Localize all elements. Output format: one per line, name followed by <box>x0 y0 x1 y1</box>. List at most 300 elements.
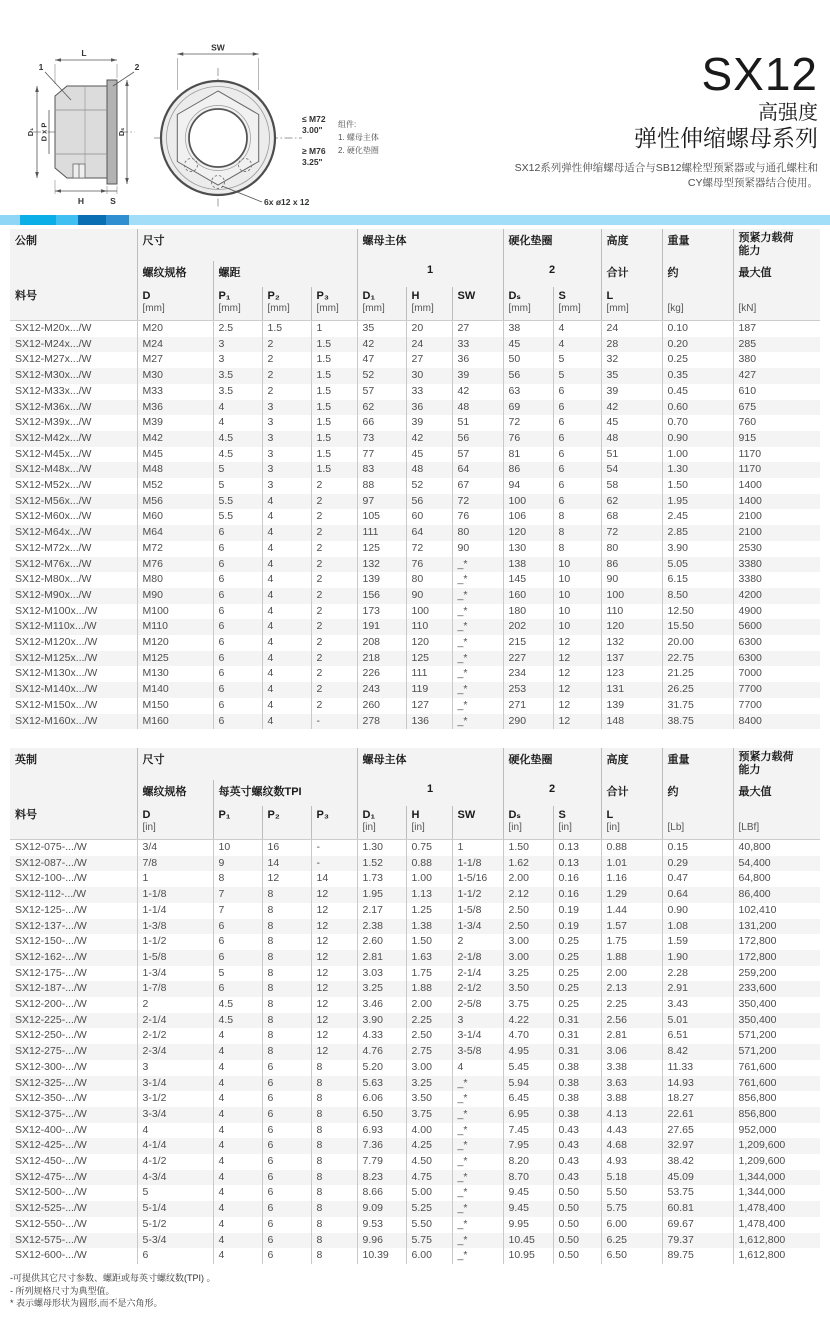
value-cell: _* <box>452 619 503 635</box>
value-cell: 32 <box>601 352 662 368</box>
value-cell: 856,800 <box>738 1107 777 1120</box>
value-cell: 0.38 <box>553 1060 601 1076</box>
value-cell: 39 <box>452 368 503 384</box>
value-cell: 111 <box>406 666 452 682</box>
dim-label-SW: SW <box>211 42 225 53</box>
value-cell: 1.5 <box>311 431 357 447</box>
value-cell: 4.22 <box>503 1013 553 1029</box>
value-cell: 9.96 <box>357 1233 406 1249</box>
value-cell: 6 <box>213 950 262 966</box>
value-cell: 6.00 <box>406 1248 452 1264</box>
part-number-cell: SX12-500-.../W <box>10 1185 137 1201</box>
value-cell: 226 <box>357 666 406 682</box>
value-cell: 5.20 <box>357 1060 406 1076</box>
value-cell: 1.13 <box>406 887 452 903</box>
value-cell: 3.03 <box>357 966 406 982</box>
description-line-2: CY螺母型预紧器结合使用。 <box>687 177 818 189</box>
value-cell: 2-1/8 <box>452 950 503 966</box>
value-cell: 9 <box>213 856 262 872</box>
value-cell: 8 <box>262 919 311 935</box>
part-number-cell: SX12-150-.../W <box>10 934 137 950</box>
nut-body-group-header: 螺母主体 <box>357 229 503 261</box>
imperial-table <box>10 748 820 1264</box>
part-number-cell: SX12-M39x.../W <box>10 415 137 431</box>
value-cell: 0.15 <box>662 840 733 856</box>
value-cell: 0.43 <box>553 1170 601 1186</box>
value-cell: 6 <box>262 1107 311 1123</box>
value-cell: _* <box>452 1185 503 1201</box>
legend-item-1: 1. 螺母主体 <box>338 133 379 142</box>
value-cell: _* <box>452 1123 503 1139</box>
approx-header: 约 <box>662 780 733 806</box>
value-cell: 6 <box>213 919 262 935</box>
value-cell: 18.27 <box>662 1091 733 1107</box>
value-cell: 285 <box>738 337 757 350</box>
table-row <box>10 572 820 588</box>
part-number-cell: SX12-125-.../W <box>10 903 137 919</box>
part-number-cell: SX12-275-.../W <box>10 1044 137 1060</box>
group-header-row <box>10 229 820 261</box>
value-cell: 172,800 <box>738 950 777 963</box>
value-cell: 64 <box>406 525 452 541</box>
part-number-cell: SX12-M130x.../W <box>10 666 137 682</box>
value-cell: 0.16 <box>553 871 601 887</box>
value-cell: 0.31 <box>553 1028 601 1044</box>
value-cell: 3.75 <box>503 997 553 1013</box>
value-cell: 4 <box>262 572 311 588</box>
value-cell: 8.42 <box>662 1044 733 1060</box>
value-cell: 12 <box>553 666 601 682</box>
value-cell: 119 <box>406 682 452 698</box>
value-cell: 0.50 <box>553 1233 601 1249</box>
accent-bar-segment <box>20 215 56 225</box>
max-header: 最大值 <box>733 261 820 287</box>
value-cell: 1.08 <box>662 919 733 935</box>
value-cell: 10 <box>553 588 601 604</box>
value-cell: 1.88 <box>601 950 662 966</box>
value-cell: 4 <box>213 1170 262 1186</box>
value-cell: - <box>311 840 357 856</box>
value-cell: 2 <box>311 509 357 525</box>
value-cell: 0.75 <box>406 840 452 856</box>
value-cell: 123 <box>601 666 662 682</box>
thread-max-inch-label: 3.00" <box>302 125 323 135</box>
value-cell: 130 <box>503 541 553 557</box>
value-cell: 0.43 <box>553 1154 601 1170</box>
value-cell: 32.97 <box>662 1138 733 1154</box>
value-cell: 5 <box>213 478 262 494</box>
value-cell: 0.70 <box>662 415 733 431</box>
value-cell: 8 <box>311 1185 357 1201</box>
value-cell: 4 <box>213 1248 262 1264</box>
value-cell: 0.43 <box>553 1123 601 1139</box>
value-cell: 4 <box>213 1060 262 1076</box>
value-cell: 88 <box>357 478 406 494</box>
value-cell: 8 <box>262 887 311 903</box>
value-cell: 8 <box>311 1076 357 1092</box>
value-cell: - <box>311 856 357 872</box>
value-cell: 4.93 <box>601 1154 662 1170</box>
washer-number-header: 2 <box>503 780 601 806</box>
part-number-cell: SX12-450-.../W <box>10 1154 137 1170</box>
value-cell: 6 <box>213 541 262 557</box>
table-row <box>10 509 820 525</box>
column-header: L [mm] <box>601 287 662 321</box>
value-cell: 8.70 <box>503 1170 553 1186</box>
value-cell: 8 <box>262 903 311 919</box>
part-number-cell: SX12-575-.../W <box>10 1233 137 1249</box>
dim-label-S: S <box>110 196 116 206</box>
value-cell: 4-1/2 <box>137 1154 213 1170</box>
value-cell: 54 <box>601 462 662 478</box>
part-number-cell: SX12-475-.../W <box>10 1170 137 1186</box>
value-cell: 10 <box>553 604 601 620</box>
value-cell: 3-1/2 <box>137 1091 213 1107</box>
value-cell: 72 <box>601 525 662 541</box>
value-cell: _* <box>452 604 503 620</box>
part-number-cell: SX12-M36x.../W <box>10 400 137 416</box>
value-cell: 42 <box>406 431 452 447</box>
value-cell: 5.63 <box>357 1076 406 1092</box>
table-row <box>10 997 820 1013</box>
value-cell: 58 <box>601 478 662 494</box>
value-cell: 0.47 <box>662 871 733 887</box>
value-cell: 4.95 <box>503 1044 553 1060</box>
value-cell: 4 <box>262 525 311 541</box>
table-row <box>10 557 820 573</box>
value-cell: 2.17 <box>357 903 406 919</box>
value-cell: 36 <box>406 400 452 416</box>
value-cell: 1 <box>137 871 213 887</box>
value-cell: 106 <box>503 509 553 525</box>
value-cell: 4 <box>213 1028 262 1044</box>
value-cell: 80 <box>406 572 452 588</box>
weight-group-header: 重量 <box>662 229 733 261</box>
value-cell: 1.5 <box>311 447 357 463</box>
components-legend <box>338 118 379 157</box>
value-cell: 12 <box>262 871 311 887</box>
value-cell: M64 <box>137 525 213 541</box>
value-cell: 5 <box>137 1185 213 1201</box>
part-number-cell: SX12-187-.../W <box>10 981 137 997</box>
value-cell: _* <box>452 651 503 667</box>
value-cell: 27 <box>406 352 452 368</box>
value-cell: 8 <box>311 1248 357 1264</box>
value-cell: 90 <box>406 588 452 604</box>
table-row <box>10 903 820 919</box>
column-header: P₂ <box>262 806 311 840</box>
part-number-cell: SX12-M45x.../W <box>10 447 137 463</box>
value-cell: 9.45 <box>503 1185 553 1201</box>
value-cell: 0.25 <box>662 352 733 368</box>
value-cell: 3.90 <box>662 541 733 557</box>
value-cell: _* <box>452 572 503 588</box>
value-cell: 180 <box>503 604 553 620</box>
value-cell: 4 <box>452 1060 503 1076</box>
value-cell: 1.5 <box>311 415 357 431</box>
page-description <box>515 161 818 191</box>
value-cell: 5.94 <box>503 1076 553 1092</box>
value-cell: 6 <box>262 1154 311 1170</box>
value-cell: 6 <box>213 682 262 698</box>
nut-number-header: 1 <box>357 261 503 287</box>
value-cell: 1-3/8 <box>137 919 213 935</box>
part-number-cell: SX12-M125x.../W <box>10 651 137 667</box>
value-cell: 2 <box>262 368 311 384</box>
pitch-header: 每英寸螺纹数TPI <box>213 780 357 806</box>
part-number-cell: SX12-M110x.../W <box>10 619 137 635</box>
value-cell: M52 <box>137 478 213 494</box>
value-cell: 12 <box>553 635 601 651</box>
value-cell: 12 <box>311 934 357 950</box>
part-number-cell: SX12-M30x.../W <box>10 368 137 384</box>
value-cell: 227 <box>503 651 553 667</box>
value-cell: 3/4 <box>137 840 213 856</box>
value-cell: 81 <box>503 447 553 463</box>
value-cell: 22.61 <box>662 1107 733 1123</box>
value-cell: 6.95 <box>503 1107 553 1123</box>
value-cell: 50 <box>503 352 553 368</box>
value-cell: 5-3/4 <box>137 1233 213 1249</box>
value-cell: 4 <box>213 1044 262 1060</box>
value-cell: 1400 <box>738 479 762 492</box>
table-row <box>10 352 820 368</box>
value-cell: 0.60 <box>662 400 733 416</box>
table-row <box>10 714 820 730</box>
value-cell: _* <box>452 682 503 698</box>
value-cell: 0.16 <box>553 887 601 903</box>
value-cell: M76 <box>137 557 213 573</box>
value-cell: 68 <box>601 509 662 525</box>
value-cell: 5.50 <box>601 1185 662 1201</box>
column-header: H [in] <box>406 806 452 840</box>
part-number-cell: SX12-175-.../W <box>10 966 137 982</box>
value-cell: 1.5 <box>311 384 357 400</box>
value-cell: 8 <box>311 1154 357 1170</box>
footnote: -可提供其它尺寸参数、螺距或每英寸螺纹数(TPI) 。 <box>10 1273 216 1283</box>
value-cell: 6300 <box>738 651 762 664</box>
value-cell: 8 <box>262 1028 311 1044</box>
value-cell: 45.09 <box>662 1170 733 1186</box>
value-cell: 6 <box>262 1201 311 1217</box>
value-cell: 1.59 <box>662 934 733 950</box>
value-cell: _* <box>452 1107 503 1123</box>
value-cell: 5 <box>553 352 601 368</box>
dim-label-H: H <box>77 196 85 206</box>
value-cell: 5.05 <box>662 557 733 573</box>
value-cell: 856,800 <box>738 1092 777 1105</box>
footnote: * 表示螺母形状为圆形,而不是六角形。 <box>10 1298 163 1308</box>
value-cell: - <box>311 714 357 730</box>
value-cell: 8 <box>553 509 601 525</box>
value-cell: 2.38 <box>357 919 406 935</box>
table-row <box>10 856 820 872</box>
value-cell: 5.50 <box>406 1217 452 1233</box>
value-cell: 38.42 <box>662 1154 733 1170</box>
value-cell: 14.93 <box>662 1076 733 1092</box>
value-cell: 1,209,600 <box>738 1155 786 1168</box>
value-cell: 0.25 <box>553 966 601 982</box>
part-number-cell: SX12-M100x.../W <box>10 604 137 620</box>
page-subtitle-1: 高强度 <box>758 102 818 124</box>
value-cell: 45 <box>601 415 662 431</box>
value-cell: 12 <box>311 981 357 997</box>
value-cell: 62 <box>357 400 406 416</box>
value-cell: 1-5/8 <box>452 903 503 919</box>
part-number-cell: SX12-525-.../W <box>10 1201 137 1217</box>
value-cell: 97 <box>357 494 406 510</box>
value-cell: 139 <box>357 572 406 588</box>
value-cell: 0.19 <box>553 903 601 919</box>
accent-bar-segment <box>56 215 78 225</box>
value-cell: 4 <box>262 588 311 604</box>
value-cell: 4 <box>213 400 262 416</box>
value-cell: 5-1/2 <box>137 1217 213 1233</box>
part-number-cell: SX12-112-.../W <box>10 887 137 903</box>
value-cell: 12 <box>553 698 601 714</box>
value-cell: 4 <box>213 1233 262 1249</box>
value-cell: 215 <box>503 635 553 651</box>
value-cell: 67 <box>452 478 503 494</box>
value-cell: 12 <box>311 1044 357 1060</box>
value-cell: 4.00 <box>406 1123 452 1139</box>
table-row <box>10 1138 820 1154</box>
value-cell: 6.45 <box>503 1091 553 1107</box>
value-cell: 86 <box>503 462 553 478</box>
value-cell: 1-1/4 <box>137 903 213 919</box>
part-number-cell: SX12-M48x.../W <box>10 462 137 478</box>
dim-label-Ds: Dₛ <box>117 127 126 137</box>
value-cell: 8 <box>311 1217 357 1233</box>
value-cell: 3380 <box>738 557 762 570</box>
value-cell: 208 <box>357 635 406 651</box>
value-cell: 3.90 <box>357 1013 406 1029</box>
column-header: SW <box>452 287 503 321</box>
value-cell: 8 <box>311 1060 357 1076</box>
height-group-header: 高度 <box>601 748 662 780</box>
value-cell: 20.00 <box>662 635 733 651</box>
value-cell: 10 <box>213 840 262 856</box>
value-cell: 51 <box>601 447 662 463</box>
value-cell: 6 <box>262 1217 311 1233</box>
blank-header <box>10 780 137 806</box>
column-header: Dₛ [mm] <box>503 287 553 321</box>
value-cell: 0.35 <box>662 368 733 384</box>
part-number-cell: SX12-300-.../W <box>10 1060 137 1076</box>
value-cell: 2 <box>311 604 357 620</box>
value-cell: 6 <box>553 400 601 416</box>
value-cell: 1.29 <box>601 887 662 903</box>
value-cell: 3.00 <box>503 950 553 966</box>
accent-bar-segment <box>78 215 106 225</box>
value-cell: 1,478,400 <box>738 1217 786 1230</box>
value-cell: 234 <box>503 666 553 682</box>
table-row <box>10 666 820 682</box>
value-cell: 6.50 <box>357 1107 406 1123</box>
value-cell: 2.60 <box>357 934 406 950</box>
column-header: D [mm] <box>137 287 213 321</box>
value-cell: 102,410 <box>738 903 777 916</box>
value-cell: 1.25 <box>406 903 452 919</box>
value-cell: 10 <box>553 619 601 635</box>
value-cell: 6.00 <box>601 1217 662 1233</box>
table-row <box>10 840 820 856</box>
value-cell: 53.75 <box>662 1185 733 1201</box>
value-cell: 2 <box>311 588 357 604</box>
front-view-drawing <box>150 42 342 210</box>
value-cell: 57 <box>357 384 406 400</box>
value-cell: _* <box>452 635 503 651</box>
value-cell: 1.5 <box>311 368 357 384</box>
value-cell: 3 <box>262 462 311 478</box>
table-row <box>10 1044 820 1060</box>
table-row <box>10 1076 820 1092</box>
value-cell: M39 <box>137 415 213 431</box>
part-number-cell: SX12-550-.../W <box>10 1217 137 1233</box>
value-cell: 350,400 <box>738 1013 777 1026</box>
table-row <box>10 651 820 667</box>
value-cell: 6 <box>213 572 262 588</box>
value-cell: 3.06 <box>601 1044 662 1060</box>
value-cell: 3 <box>262 415 311 431</box>
value-cell: 8 <box>262 981 311 997</box>
value-cell: 10.39 <box>357 1248 406 1264</box>
value-cell: 1.62 <box>503 856 553 872</box>
value-cell: 2.00 <box>601 966 662 982</box>
value-cell: 8 <box>311 1107 357 1123</box>
value-cell: 1170 <box>738 463 762 476</box>
value-cell: 4 <box>213 1217 262 1233</box>
system-header: 英制 <box>10 748 137 780</box>
column-header: P₁ <box>213 806 262 840</box>
value-cell: 8 <box>213 871 262 887</box>
value-cell: 30 <box>406 368 452 384</box>
value-cell: 6 <box>213 525 262 541</box>
value-cell: 0.13 <box>553 840 601 856</box>
value-cell: 1,612,800 <box>738 1233 786 1246</box>
value-cell: M80 <box>137 572 213 588</box>
value-cell: M60 <box>137 509 213 525</box>
value-cell: 172,800 <box>738 935 777 948</box>
value-cell: 86,400 <box>738 888 771 901</box>
value-cell: 2 <box>452 934 503 950</box>
value-cell: M150 <box>137 698 213 714</box>
value-cell: 3 <box>262 478 311 494</box>
value-cell: 52 <box>357 368 406 384</box>
value-cell: 1.00 <box>406 871 452 887</box>
value-cell: 2-1/4 <box>452 966 503 982</box>
value-cell: 60 <box>406 509 452 525</box>
value-cell: 1-5/8 <box>137 950 213 966</box>
value-cell: 2 <box>137 997 213 1013</box>
value-cell: 2.81 <box>601 1028 662 1044</box>
table-row <box>10 635 820 651</box>
value-cell: 1.50 <box>662 478 733 494</box>
value-cell: _* <box>452 1138 503 1154</box>
accent-bar-segment <box>129 215 830 225</box>
value-cell: M56 <box>137 494 213 510</box>
value-cell: 1.5 <box>311 400 357 416</box>
value-cell: 2.91 <box>662 981 733 997</box>
value-cell: 40,800 <box>738 841 771 853</box>
holes-callout: 6x ø12 x 12 <box>264 197 310 207</box>
value-cell: 1400 <box>738 494 762 507</box>
value-cell: 4 <box>262 619 311 635</box>
value-cell: 4 <box>137 1123 213 1139</box>
value-cell: 2.00 <box>406 997 452 1013</box>
value-cell: 0.50 <box>553 1201 601 1217</box>
value-cell: 12 <box>311 903 357 919</box>
